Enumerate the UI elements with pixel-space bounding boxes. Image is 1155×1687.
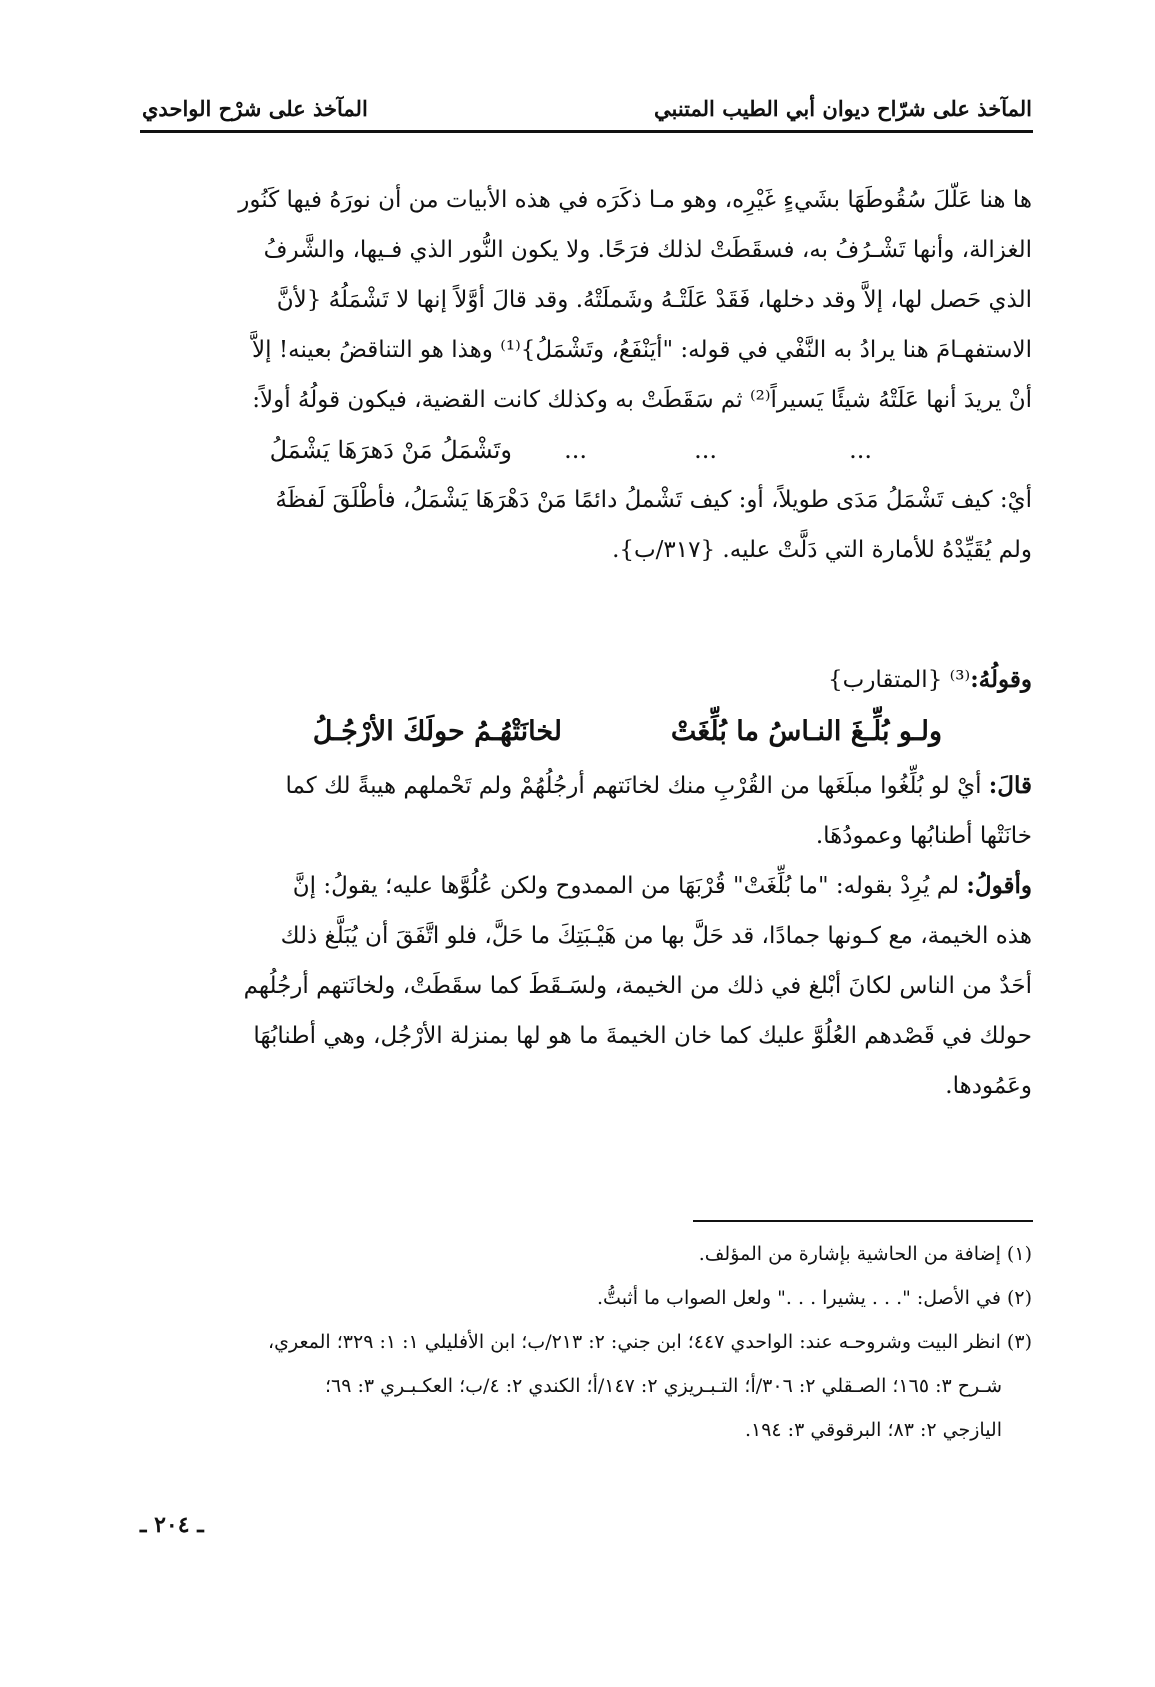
paragraph-keyword: وأقولُ: bbox=[966, 872, 1032, 899]
paragraph-keyword: قالَ: bbox=[988, 772, 1032, 799]
page-number: ـ ٢٠٤ ـ bbox=[140, 1512, 204, 1538]
main-text bbox=[142, 175, 1032, 1111]
text-line: الغزالة، وأنها تَشْـرُفُ به، فسقَطَتْ لذلك فرَحًا. ولا يكون النُّور الذي فـيها، والشَّرفُ bbox=[263, 237, 1032, 263]
text-line bbox=[142, 761, 1032, 811]
running-header bbox=[142, 88, 1032, 128]
text-line: ها هنا عَلّلَ سُقُوطَهَا بشَيءٍ غَيْرِه، وهو مـا ذكَرَه في هذه الأبيات من أن نورَهُ فيها كَنُور bbox=[238, 187, 1032, 213]
footnotes bbox=[142, 1232, 1032, 1452]
verse-intro bbox=[142, 655, 1032, 705]
paragraph-4 bbox=[142, 861, 1032, 1111]
paragraph-2 bbox=[142, 475, 1032, 575]
text-line: خانَتْها أطنابُها وعمودُهَا. bbox=[815, 823, 1032, 849]
footnote-rule bbox=[693, 1220, 1033, 1222]
verse-ellipsis: ... bbox=[849, 436, 872, 464]
text-line: حولك في قَصْدهم العُلُوَّ عليك كما خان الخيمةَ ما هو لها بمنزلة الأرْجُل، وهي أطنابُهَا bbox=[253, 1023, 1032, 1049]
text-line: وعَمُودها. bbox=[945, 1073, 1032, 1099]
header-chapter-title: المآخذ على شرْح الواحدي bbox=[142, 96, 368, 121]
footnote-3-continued: اليازجي ٢: ٨٣؛ البرقوقي ٣: ١٩٤. bbox=[744, 1419, 1002, 1441]
text-line: الذي حَصل لها، إلاَّ وقد دخلها، فَقَدْ عَلَتْـهُ وشَملَتْهُ. وقد قالَ أوَّلاً إنها لا تَشْمَلُهُ {لأنَّ bbox=[276, 287, 1032, 313]
footnote-3: (٣) انظر البيت وشروحـه عند: الواحدي ٤٤٧؛ ابن جني: ٢: ٢١٣/ب؛ ابن الأفليلي ١: ١: ٣٢٩؛ المعري، bbox=[268, 1331, 1032, 1353]
text-line: أيْ: كيف تَشْمَلُ مَدَى طويلاً، أو: كيف تَشْملُ دائمًا مَنْ دَهْرَهَا يَشْمَلُ، فأطْلَقَ لَفظَهُ bbox=[275, 487, 1032, 513]
verse-intro-meter: ⁽³⁾ {المتقارب} bbox=[828, 667, 971, 693]
text-line bbox=[142, 861, 1032, 911]
text-line: الاستفهـامَ هنا يرادُ به النَّفْي في قوله: "أيَنْفَعُ، وتَشْمَلُ}⁽¹⁾ وهذا هو التناقضُ بعينه! إلاَّ bbox=[252, 337, 1032, 363]
verse-ellipsis: ... bbox=[564, 436, 587, 464]
verse-ellipsis: ... bbox=[694, 436, 717, 464]
verse-first-hemistich: ولـو بُلِّـغَ النـاسُ ما بُلِّغَتْ bbox=[670, 716, 942, 747]
quoted-verse-2 bbox=[142, 705, 1032, 761]
section-gap bbox=[142, 575, 1032, 655]
verse-hemistich: وتَشْمَلُ مَنْ دَهرَهَا يَشْمَلُ bbox=[269, 436, 512, 464]
quoted-verse-1 bbox=[142, 425, 1032, 475]
header-book-title: المآخذ على شرّاح ديوان أبي الطيب المتنبي bbox=[654, 96, 1032, 121]
text-line: ولم يُقَيِّدْهُ للأمارة التي دَلَّتْ عليه. {٣١٧/ب}. bbox=[612, 537, 1032, 563]
paragraph-1 bbox=[142, 175, 1032, 425]
footnote-1: (١) إضافة من الحاشية بإشارة من المؤلف. bbox=[698, 1243, 1032, 1265]
footnote-2: (٢) في الأصل: ". . . يشيرا . . ." ولعل الصواب ما أثبتُّ. bbox=[597, 1287, 1032, 1309]
text-line: هذه الخيمة، مع كـونها جمادًا، قد حَلَّ بها من هَيْـبَتِكَ ما حَلَّ، فلو اتَّفَقَ أن يُبَلَّغ ذلك bbox=[280, 923, 1032, 949]
paragraph-3 bbox=[142, 761, 1032, 861]
text-run: لم يُرِدْ بقوله: "ما بُلِّغَتْ" قُرْبَهَا من الممدوح ولكن عُلُوَّها عليه؛ يقولُ: إنَّ bbox=[292, 873, 967, 899]
footnote-3-continued: شـرح ٣: ١٦٥؛ الصـقلي ٢: ٣٠٦/أ؛ التـبـريزي ٢: ١٤٧/أ؛ الكندي ٢: ٤/ب؛ العكـبـري ٣: ٦٩؛ bbox=[324, 1375, 1002, 1397]
text-line: أنْ يريدَ أنها عَلَتْهُ شيئًا يَسيراً⁽²⁾ ثم سَقَطَتْ به وكذلك كانت القضية، فيكون قولُهُ أولاً: bbox=[252, 387, 1032, 413]
verse-second-hemistich: لخانَتْهُـمُ حولَكَ الأرْجُـلُ bbox=[312, 716, 562, 747]
text-run: أيْ لو بُلِّغُوا مبلَغَها من القُرْبِ منك لخانَتهم أرجُلُهُمْ ولم تَحْملهم هيبةً لك كما bbox=[285, 773, 989, 799]
verse-intro-keyword: وقولُهُ: bbox=[970, 666, 1032, 693]
header-rule bbox=[140, 130, 1033, 133]
text-line: أحَدٌ من الناس لكانَ أبْلغ في ذلك من الخيمة، ولسَـقَطَ كما سقَطَتْ، ولخانَتهم أرجُلُهم bbox=[243, 973, 1032, 999]
